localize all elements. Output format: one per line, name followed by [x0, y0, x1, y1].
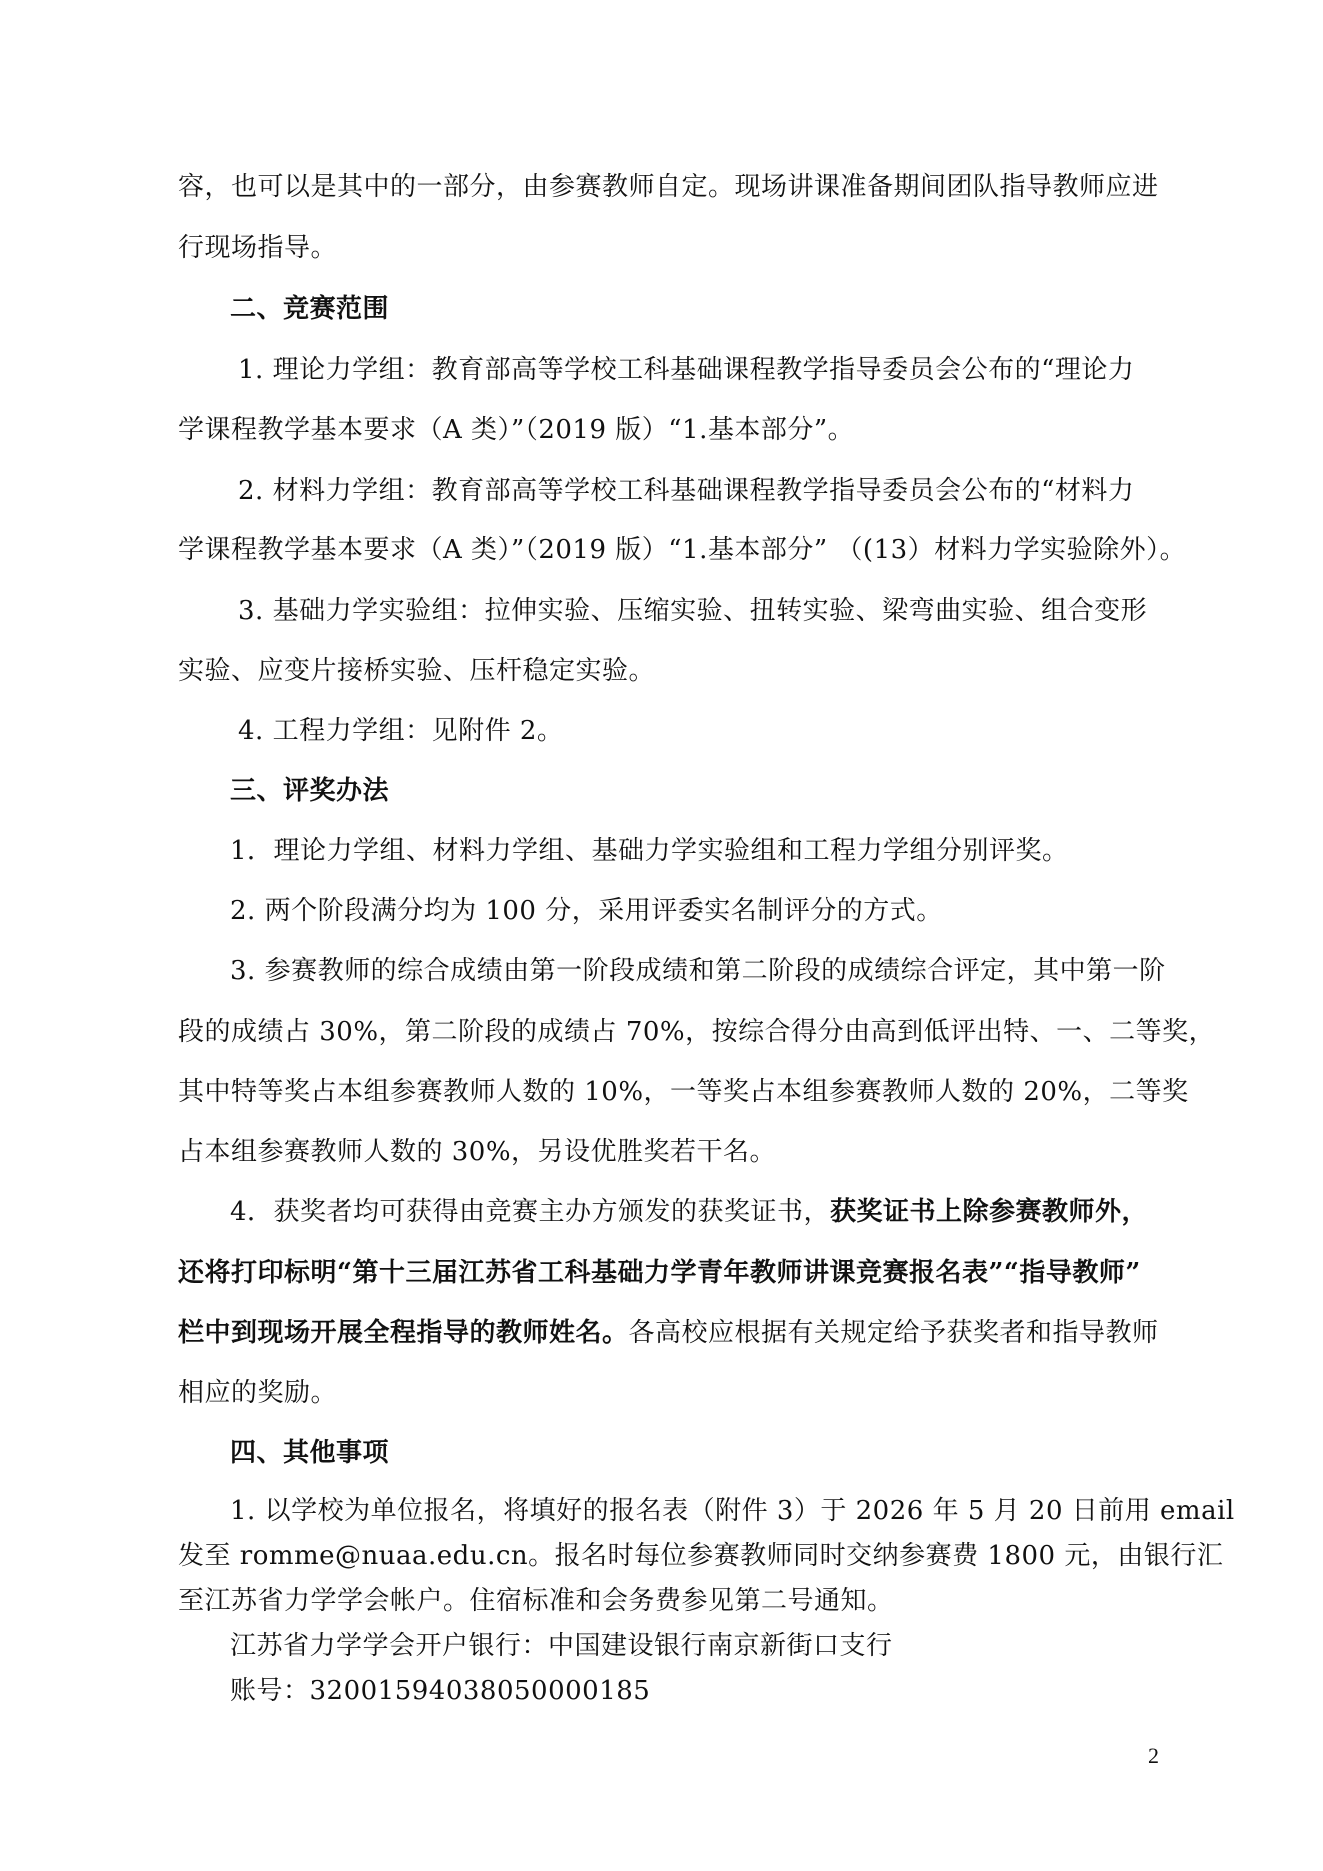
section-heading-awards: 三、评奖办法 — [230, 776, 390, 806]
paragraph-line: 1. 理论力学组：教育部高等学校工科基础课程教学指导委员会公布的“理论力 — [238, 355, 1135, 385]
paragraph-line: 实验、应变片接桥实验、压杆稳定实验。 — [178, 656, 656, 686]
paragraph-line: 发至 romme@nuaa.edu.cn。报名时每位参赛教师同时交纳参赛费 1800 元，由银行汇 — [178, 1541, 1224, 1571]
paragraph-line: 3. 参赛教师的综合成绩由第一阶段成绩和第二阶段的成绩综合评定，其中第一阶 — [230, 956, 1166, 986]
section-heading-other: 四、其他事项 — [230, 1438, 390, 1468]
paragraph-line — [230, 1195, 1148, 1229]
paragraph-line: 1．理论力学组、材料力学组、基础力学实验组和工程力学组分别评奖。 — [230, 836, 1069, 866]
bank-info-line: 江苏省力学学会开户银行：中国建设银行南京新街口支行 — [230, 1631, 893, 1661]
paragraph-line: 4. 工程力学组：见附件 2。 — [238, 716, 564, 746]
bold-text-run: 栏中到现场开展全程指导的教师姓名。 — [178, 1318, 629, 1348]
paragraph-line: 相应的奖励。 — [178, 1378, 338, 1408]
paragraph-line: 容，也可以是其中的一部分，由参赛教师自定。现场讲课准备期间团队指导教师应进 — [178, 172, 1159, 202]
paragraph-line: 行现场指导。 — [178, 233, 338, 263]
page-number: 2 — [1148, 1743, 1159, 1768]
paragraph-line — [178, 1316, 1159, 1350]
paragraph-line: 3. 基础力学实验组：拉伸实验、压缩实验、扭转实验、梁弯曲实验、组合变形 — [238, 596, 1148, 626]
account-number-line: 账号：32001594038050000185 — [230, 1676, 651, 1706]
bold-paragraph-line: 还将打印标明“第十三届江苏省工科基础力学青年教师讲课竞赛报名表”“指导教师” — [178, 1258, 1141, 1288]
paragraph-line: 2. 两个阶段满分均为 100 分，采用评委实名制评分的方式。 — [230, 896, 943, 926]
bold-text-run: 获奖证书上除参赛教师外， — [830, 1197, 1149, 1227]
paragraph-line: 占本组参赛教师人数的 30%，另设优胜奖若干名。 — [178, 1137, 777, 1167]
paragraph-line: 段的成绩占 30%，第二阶段的成绩占 70%，按综合得分由高到低评出特、一、二等奖， — [178, 1017, 1216, 1047]
text-run: 各高校应根据有关规定给予获奖者和指导教师 — [628, 1318, 1159, 1348]
text-run: 4．获奖者均可获得由竞赛主办方颁发的获奖证书， — [230, 1197, 831, 1227]
paragraph-line: 1. 以学校为单位报名，将填好的报名表（附件 3）于 2026 年 5 月 20 日前用 email — [230, 1496, 1235, 1526]
section-heading-scope: 二、竞赛范围 — [230, 294, 390, 324]
paragraph-line: 学课程教学基本要求（A 类）”（2019 版）“1.基本部分”。 — [178, 415, 855, 445]
paragraph-line: 其中特等奖占本组参赛教师人数的 10%，一等奖占本组参赛教师人数的 20%，二等奖 — [178, 1077, 1189, 1107]
paragraph-line: 至江苏省力学学会帐户。住宿标准和会务费参见第二号通知。 — [178, 1586, 894, 1616]
paragraph-line: 学课程教学基本要求（A 类）”（2019 版）“1.基本部分” （(13）材料力学实验除外）。 — [178, 535, 1187, 565]
paragraph-line: 2. 材料力学组：教育部高等学校工科基础课程教学指导委员会公布的“材料力 — [238, 476, 1135, 506]
